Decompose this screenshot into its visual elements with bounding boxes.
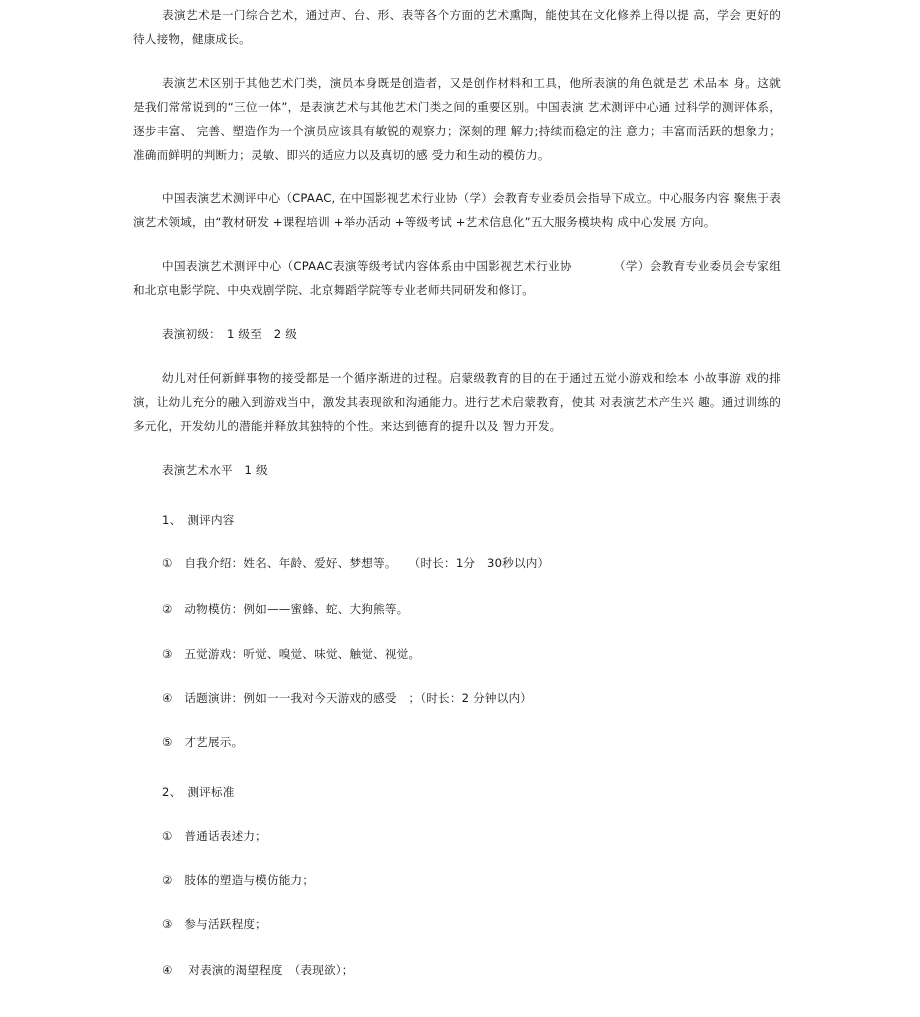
content-item-2: ② 动物模仿：例如——蜜蜂、蛇、大狗熊等。 [162, 602, 409, 616]
level-intro: 表演初级： 1 级至 2 级 [162, 327, 298, 341]
content-item-5: ⑤ 才艺展示。 [162, 735, 244, 749]
intro-paragraph-3: 中国表演艺术测评中心（CPAAC, 在中国影视艺术行业协（学）会教育专业委员会指导下成立。中心服务内容 聚焦于表演艺术领域，由“教材研发 +课程培训 +举办活动 +等级考试 +艺术信息化”五大服务模块构 成中心发展 方向。 [133, 191, 781, 229]
level-title: 表演艺术水平 1 级 [162, 463, 268, 477]
content-item-1: ① 自我介绍：姓名、年龄、爱好、梦想等。 （时长：1分 30秒以内） [162, 556, 550, 570]
section-heading-standards: 2、 测评标准 [162, 785, 235, 799]
intro-paragraph-4: 中国表演艺术测评中心（CPAAC表演等级考试内容体系由中国影视艺术行业协 （学）会教育专业委员会专家组和北京电影学院、中央戏剧学院、北京舞蹈学院等专业老师共同研发和修订。 [133, 259, 781, 297]
intro-paragraph-1: 表演艺术是一门综合艺术，通过声、台、形、表等各个方面的艺术熏陶，能使其在文化修养上得以提 高，学会 更好的待人接物，健康成长。 [133, 8, 781, 46]
section-heading-content: 1、 测评内容 [162, 513, 235, 527]
standard-item-2: ② 肢体的塑造与模仿能力； [162, 873, 315, 887]
content-item-3: ③ 五觉游戏：听觉、嗅觉、味觉、触觉、视觉。 [162, 647, 421, 661]
standard-item-1: ① 普通话表述力； [162, 829, 267, 843]
standard-item-4: ④ 对表演的渴望程度 （表现欲）； [162, 963, 354, 977]
content-item-4: ④ 话题演讲：例如一一我对今天游戏的感受 ；（时长：2 分钟以内） [162, 691, 533, 705]
intro-paragraph-5: 幼儿对任何新鲜事物的接受都是一个循序渐进的过程。启蒙级教育的目的在于通过五觉小游戏和绘本 小故事游 戏的排演，让幼儿充分的融入到游戏当中，激发其表现欲和沟通能力。进行艺术启蒙教育，使其 对表演艺术产生兴 趣。通过训练的多元化，开发幼儿的潜能并释放其独特的个性。来达到德育的提升以及 智力开发。 [133, 371, 781, 433]
standard-item-3: ③ 参与活跃程度； [162, 917, 267, 931]
intro-paragraph-2: 表演艺术区别于其他艺术门类，演员本身既是创造者，又是创作材料和工具，他所表演的角色就是艺 术品本 身。这就是我们常常说到的“三位一体”，是表演艺术与其他艺术门类之间的重要区别。中国表演 艺术测评中心通 过科学的测评体系， 逐步丰富、 完善、塑造作为一个演员应该具有敏锐的观察力；深刻的理 解力;持续而稳定的注 意力；丰富而活跃的想象力；准确而鲜明的判断力；灵敏、即兴的适应力以及真切的感 受力和生动的模仿力。 [133, 76, 781, 162]
